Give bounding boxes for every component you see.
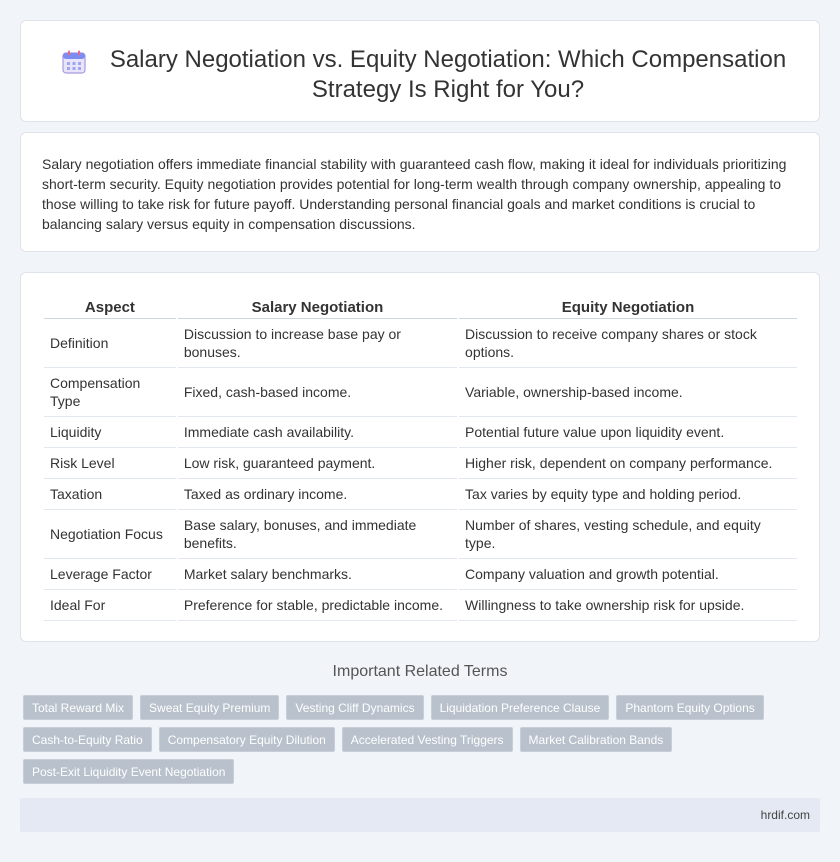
table-row [44, 590, 797, 621]
table-row [44, 510, 797, 559]
related-term-tag[interactable]: Sweat Equity Premium [140, 695, 279, 720]
equity-cell: Company valuation and growth potential. [459, 559, 797, 590]
intro-paragraph: Salary negotiation offers immediate financial stability with guaranteed cash flow, making it ideal for individuals prioritizing short-term security. Equity negotiation provides potential for long-term wealth through company ownership, appealing to those willing to take risk for future payoff. Understanding personal financial goals and market conditions is crucial to balancing salary versus equity in compensation discussions. [42, 156, 787, 232]
salary-cell: Immediate cash availability. [178, 417, 457, 448]
header-equity: Equity Negotiation [459, 295, 797, 319]
related-term-tag[interactable]: Market Calibration Bands [520, 727, 673, 752]
table-row [44, 479, 797, 510]
aspect-cell: Definition [44, 319, 176, 368]
aspect-cell: Liquidity [44, 417, 176, 448]
header-aspect: Aspect [44, 295, 176, 319]
title-card [20, 20, 820, 122]
related-term-tag[interactable]: Post-Exit Liquidity Event Negotiation [23, 759, 234, 784]
related-term-tag[interactable]: Compensatory Equity Dilution [159, 727, 335, 752]
related-term-tag[interactable]: Vesting Cliff Dynamics [286, 695, 423, 720]
aspect-cell: Risk Level [44, 448, 176, 479]
related-term-tag[interactable]: Cash-to-Equity Ratio [23, 727, 152, 752]
title-row [61, 45, 789, 105]
equity-cell: Discussion to receive company shares or stock options. [459, 319, 797, 368]
table-row [44, 319, 797, 368]
table-row [44, 448, 797, 479]
salary-cell: Fixed, cash-based income. [178, 368, 457, 417]
salary-cell: Preference for stable, predictable income. [178, 590, 457, 621]
salary-cell: Taxed as ordinary income. [178, 479, 457, 510]
salary-cell: Low risk, guaranteed payment. [178, 448, 457, 479]
salary-cell: Discussion to increase base pay or bonuses. [178, 319, 457, 368]
comparison-card [20, 272, 820, 642]
related-term-tag[interactable]: Liquidation Preference Clause [431, 695, 610, 720]
salary-cell: Base salary, bonuses, and immediate benefits. [178, 510, 457, 559]
aspect-cell: Compensation Type [44, 368, 176, 417]
footer-bar [20, 798, 820, 832]
footer-site-link[interactable]: hrdif.com [760, 808, 810, 822]
table-row [44, 368, 797, 417]
equity-cell: Number of shares, vesting schedule, and equity type. [459, 510, 797, 559]
equity-cell: Willingness to take ownership risk for upside. [459, 590, 797, 621]
equity-cell: Potential future value upon liquidity event. [459, 417, 797, 448]
aspect-cell: Taxation [44, 479, 176, 510]
related-term-tag[interactable]: Accelerated Vesting Triggers [342, 727, 513, 752]
related-term-tag[interactable]: Phantom Equity Options [616, 695, 763, 720]
related-term-tag[interactable]: Total Reward Mix [23, 695, 133, 720]
calendar-icon [61, 49, 87, 75]
table-row [44, 417, 797, 448]
aspect-cell: Ideal For [44, 590, 176, 621]
aspect-cell: Negotiation Focus [44, 510, 176, 559]
equity-cell: Tax varies by equity type and holding period. [459, 479, 797, 510]
header-salary: Salary Negotiation [178, 295, 457, 319]
equity-cell: Variable, ownership-based income. [459, 368, 797, 417]
aspect-cell: Leverage Factor [44, 559, 176, 590]
table-row [44, 559, 797, 590]
equity-cell: Higher risk, dependent on company performance. [459, 448, 797, 479]
page-title: Salary Negotiation vs. Equity Negotiation: Which Compensation Strategy Is Right for You? [109, 46, 787, 103]
related-terms-heading: Important Related Terms [332, 663, 508, 680]
intro-card [20, 132, 820, 252]
related-terms-list [23, 695, 783, 791]
comparison-table [42, 295, 799, 621]
salary-cell: Market salary benchmarks. [178, 559, 457, 590]
